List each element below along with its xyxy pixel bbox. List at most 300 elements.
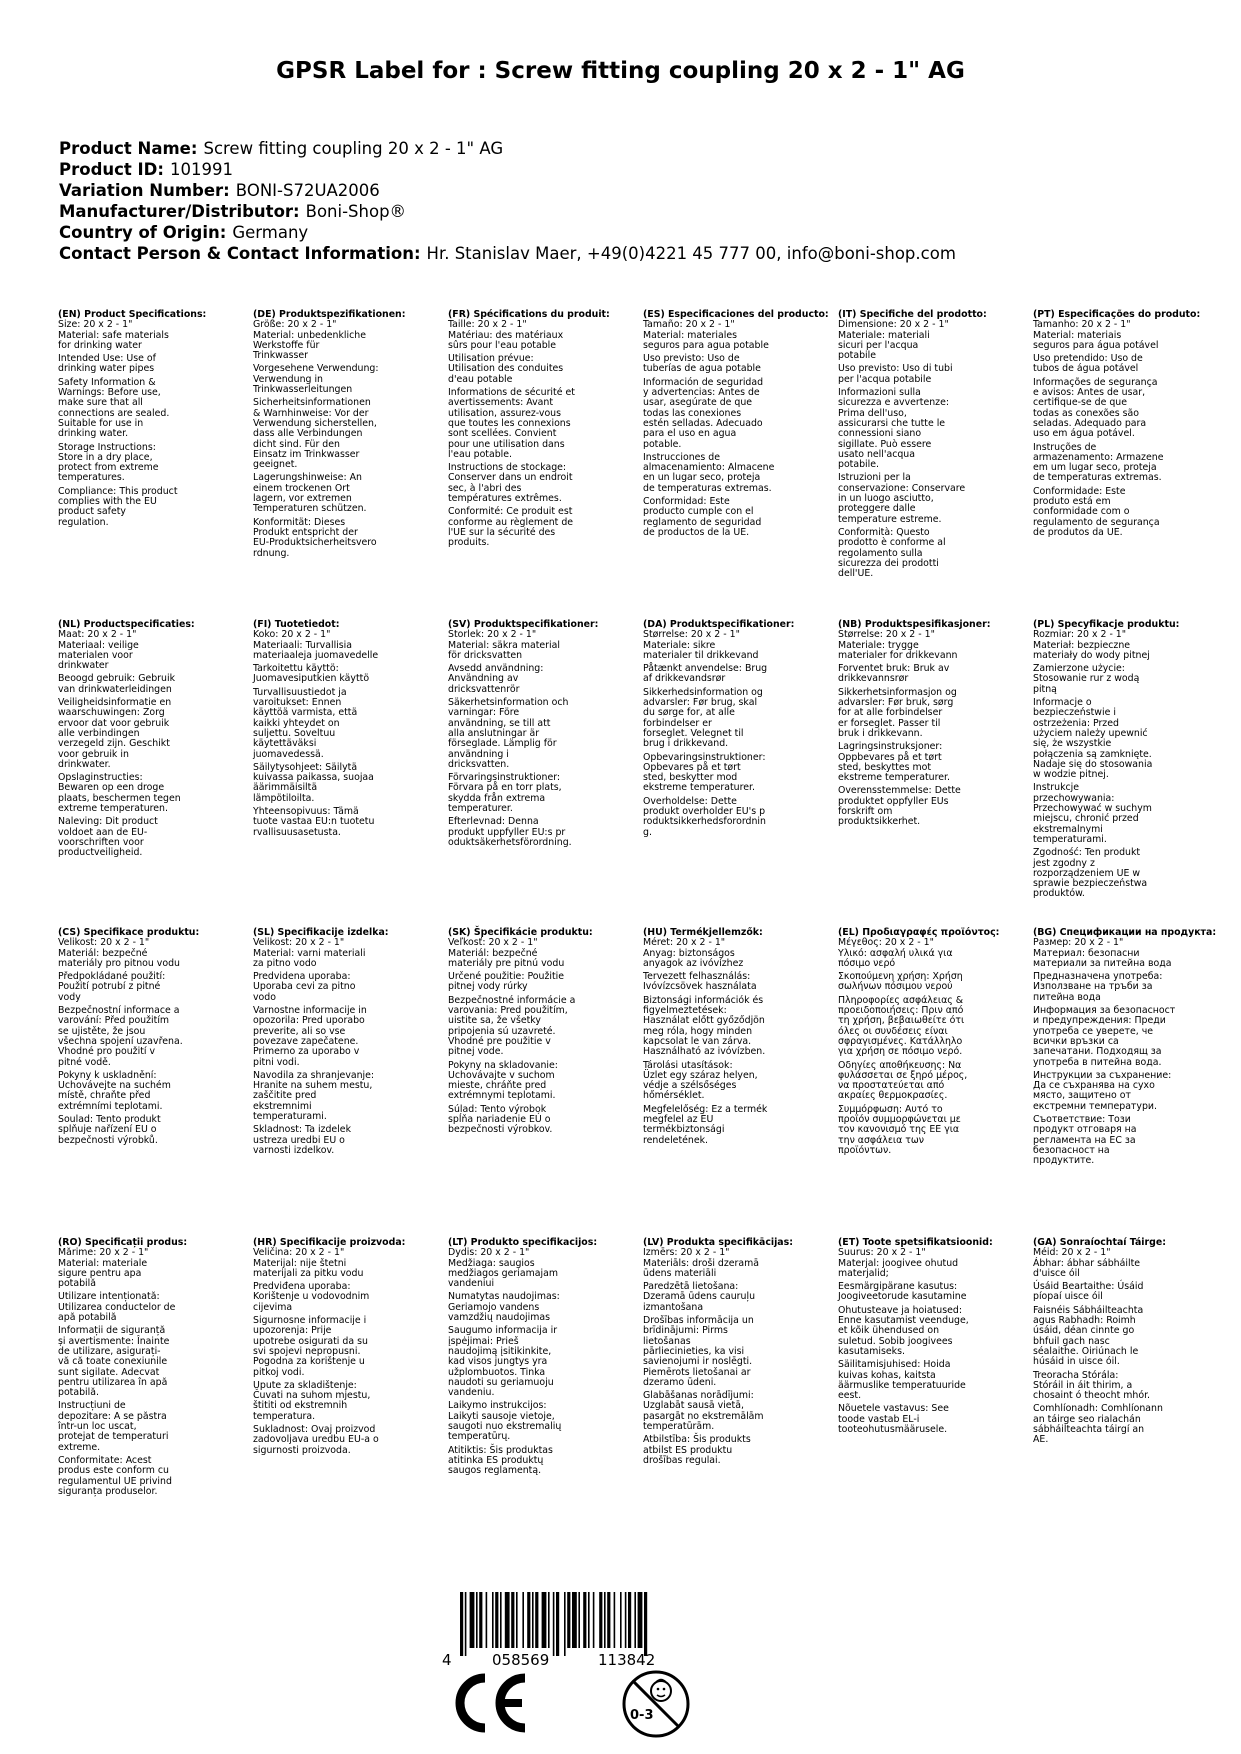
product-info-row — [59, 159, 956, 180]
spec-paragraph — [448, 331, 633, 352]
spec-line: rvallisuusasetusta. — [253, 826, 341, 838]
spec-paragraph — [448, 1105, 633, 1136]
spec-line: štititi od ekstremnih — [253, 1400, 348, 1412]
spec-block — [448, 1238, 633, 1480]
spec-line: Predvidena uporaba: — [253, 971, 351, 983]
spec-size: Size: 20 x 2 - 1" — [58, 319, 133, 331]
spec-line: todas las conexiones — [643, 407, 742, 419]
spec-line: kuivassa paikassa, suojaa — [253, 772, 374, 784]
spec-paragraph — [253, 688, 438, 760]
spec-paragraph — [58, 1292, 243, 1323]
spec-line: Conserver dans un endroit — [448, 472, 573, 484]
spec-line: voldoet aan de EU- — [58, 826, 148, 838]
spec-line: húsáid in uisce óil. — [1033, 1356, 1120, 1368]
spec-line: προϊόν συμμορφώνεται με — [838, 1114, 961, 1126]
spec-size: Tamaño: 20 x 2 - 1" — [643, 319, 735, 331]
spec-line: Üzlet egy száraz helyen, — [643, 1069, 758, 1081]
spec-size: Rozmiar: 20 x 2 - 1" — [1033, 629, 1127, 641]
spec-line: pitné vodě. — [58, 1056, 111, 1068]
spec-line: brug i drikkevand. — [643, 738, 729, 750]
spec-line: atitinka ES produktų — [448, 1454, 544, 1466]
product-info-value: Germany — [232, 223, 309, 242]
spec-size: Velikost: 20 x 2 - 1" — [58, 937, 150, 949]
spec-line: Material: safe materials — [58, 329, 169, 341]
spec-block — [253, 1238, 438, 1459]
product-info-value: Boni-Shop® — [305, 202, 407, 221]
spec-heading: (NL) Productspecificaties: — [58, 619, 195, 630]
spec-line: uso em água potável. — [1033, 428, 1135, 440]
spec-line: Conformidad: Este — [643, 496, 730, 508]
spec-paragraph — [448, 698, 633, 770]
spec-paragraph — [643, 996, 828, 1058]
spec-line: sted, beskyttes mot — [838, 761, 932, 773]
spec-paragraph — [58, 773, 243, 814]
page-title: GPSR Label for : Screw fitting coupling 20 x 2 - 1" AG — [276, 58, 965, 84]
spec-line: utilisation, assurez-vous — [448, 407, 562, 419]
barcode-bar — [500, 1592, 502, 1648]
spec-line: produto está em — [1033, 496, 1111, 508]
spec-line: την ασφάλεια των — [838, 1134, 924, 1146]
spec-line: pitnej vody rúrky — [448, 981, 528, 993]
spec-paragraph — [58, 698, 243, 770]
spec-line: Verwendung sicherstellen, — [253, 417, 377, 429]
spec-line: användning, se till att — [448, 717, 551, 729]
spec-line: регламента на ЕС за — [1033, 1134, 1136, 1146]
spec-line: ekstremnimi — [253, 1100, 312, 1112]
spec-paragraph — [838, 742, 1023, 783]
spec-line: temperature estreme. — [838, 513, 942, 525]
spec-line: alle verbindingen — [58, 727, 140, 739]
product-info-row — [59, 180, 956, 201]
spec-paragraph — [643, 497, 828, 538]
spec-heading: (SK) Špecifikácie produktu: — [448, 927, 593, 938]
spec-line: Säilitamisjuhised: Hoida — [838, 1359, 951, 1371]
spec-paragraph — [448, 817, 633, 848]
spec-paragraph — [643, 331, 828, 352]
spec-paragraph — [838, 949, 1023, 970]
spec-line: Pokyny na skladovanie: — [448, 1059, 558, 1071]
barcode-bar — [495, 1592, 498, 1648]
spec-line: Materiale: sikre — [643, 639, 716, 651]
product-info — [59, 138, 956, 264]
spec-paragraph — [448, 641, 633, 662]
spec-size: Tamanho: 20 x 2 - 1" — [1033, 319, 1131, 331]
spec-paragraph — [643, 1391, 828, 1432]
spec-line: Treoracha Stórála: — [1033, 1369, 1119, 1381]
spec-paragraph — [838, 996, 1023, 1058]
spec-paragraph — [58, 487, 243, 528]
spec-paragraph — [448, 388, 633, 460]
spec-line: Trinkwasser — [253, 350, 308, 362]
spec-line: toode vastab EL-i — [838, 1413, 920, 1425]
spec-line: Warnings: Before use, — [58, 387, 161, 399]
not-for-children-icon — [620, 1668, 692, 1740]
spec-line: producto cumple con el — [643, 506, 754, 518]
spec-line: za pitno vodo — [253, 957, 317, 969]
spec-line: Stosowanie rur z wodą — [1033, 673, 1140, 685]
spec-line: estén selladas. Adecuado — [643, 417, 763, 429]
spec-line: запечатани. Подходящ за — [1033, 1046, 1162, 1058]
spec-paragraph — [643, 949, 828, 970]
spec-line: bezpieczeństwie i — [1033, 707, 1116, 719]
spec-line: Vhodné pro použití v — [58, 1046, 156, 1058]
spec-line: anyagok az ivóvízhez — [643, 957, 744, 969]
barcode-bar — [486, 1592, 488, 1648]
spec-block — [1033, 1238, 1218, 1449]
spec-line: bezpečnosti výrobkov. — [448, 1124, 553, 1136]
spec-line: Materiál: bezpečné — [448, 947, 538, 959]
spec-line: bhfuil gach nasc — [1033, 1335, 1110, 1347]
spec-line: ustreza uredbi EU o — [253, 1134, 345, 1146]
spec-line: Lagringsinstruksjoner: — [838, 741, 943, 753]
spec-paragraph — [448, 996, 633, 1058]
spec-line: Hranite na suhem mestu, — [253, 1080, 373, 1092]
product-info-value: 101991 — [169, 160, 233, 179]
spec-line: Bewaren op een droge — [58, 782, 165, 794]
spec-line: употреба в питейна вода. — [1033, 1056, 1162, 1068]
spec-line: Veiligheidsinformatie en — [58, 697, 172, 709]
barcode-bar — [593, 1592, 595, 1648]
spec-line: tubos de água potável — [1033, 363, 1139, 375]
spec-paragraph — [1033, 1306, 1218, 1368]
spec-paragraph — [448, 1401, 633, 1442]
spec-line: Informations de sécurité et — [448, 387, 575, 399]
spec-paragraph — [838, 641, 1023, 662]
spec-paragraph — [1033, 487, 1218, 538]
spec-line: atbilst ES produktu — [643, 1444, 733, 1456]
spec-block — [253, 310, 438, 562]
spec-line: todas as conexões são — [1033, 407, 1140, 419]
spec-line: usar, asegúrate de que — [643, 397, 753, 409]
spec-line: de utilizare, asigurați- — [58, 1345, 161, 1357]
spec-paragraph — [58, 1259, 243, 1290]
spec-line: sigure pentru apa — [58, 1267, 142, 1279]
barcode-bar — [634, 1592, 636, 1648]
spec-line: van drinkwaterleidingen — [58, 683, 172, 695]
spec-line: dicht sind. Für den — [253, 438, 340, 450]
spec-paragraph — [1033, 641, 1218, 662]
spec-line: Faisnéis Sábháilteachta — [1033, 1304, 1144, 1316]
spec-line: Materiāls: droši dzeramā — [643, 1257, 760, 1269]
spec-line: Да се съхранява на сухо — [1033, 1080, 1155, 1092]
spec-line: połączenia są zamknięte. — [1033, 748, 1152, 760]
spec-line: varningar: Före — [448, 707, 520, 719]
spec-line: EU-Produktsicherheitsvero — [253, 537, 377, 549]
spec-size: Suurus: 20 x 2 - 1" — [838, 1247, 926, 1259]
spec-line: suljettu. Soveltuu — [253, 727, 336, 739]
spec-line: potable. — [643, 438, 682, 450]
spec-line: hőmérséklet. — [643, 1090, 705, 1102]
spec-paragraph — [448, 1326, 633, 1398]
spec-heading: (LT) Produkto specifikacijos: — [448, 1237, 598, 1248]
spec-heading: (DA) Produktspecifikationer: — [643, 619, 795, 630]
spec-line: Material: materiales — [643, 329, 738, 341]
spec-paragraph — [1033, 1404, 1218, 1445]
spec-line: pitnej vode. — [448, 1046, 504, 1058]
spec-line: apă potabilă — [58, 1312, 117, 1324]
spec-line: sec, à l'abri des — [448, 482, 522, 494]
spec-line: Vhodné pre použitie v — [448, 1035, 551, 1047]
spec-line: seguros para água potável — [1033, 339, 1159, 351]
product-info-row — [59, 243, 956, 264]
spec-line: Einsatz im Trinkwasser — [253, 448, 360, 460]
spec-line: de temperaturas extremas. — [643, 482, 772, 494]
spec-line: usato nell'acqua — [838, 448, 915, 460]
spec-line: Opbevaringsinstruktioner: — [643, 751, 766, 763]
spec-line: Pokyny k uskladnění: — [58, 1069, 157, 1081]
spec-line: protect from extreme — [58, 462, 159, 474]
spec-line: användning i — [448, 748, 509, 760]
spec-size: Izmērs: 20 x 2 - 1" — [643, 1247, 730, 1259]
spec-line: d'uisce óil — [1033, 1267, 1080, 1279]
spec-heading: (IT) Specifiche del prodotto: — [838, 309, 987, 320]
spec-line: Enne kasutamist veenduge, — [838, 1315, 969, 1327]
spec-line: vody — [58, 991, 81, 1003]
spec-line: Materiale: materiali — [838, 329, 930, 341]
spec-line: Úsáid Beartaithe: Úsáid — [1033, 1281, 1144, 1293]
spec-line: uistite sa, že všetky — [448, 1015, 541, 1027]
spec-line: advarsler: Før brug, skal — [643, 697, 758, 709]
spec-line: materijali za pitku vodu — [253, 1267, 364, 1279]
spec-line: er forseglet. Passer til — [838, 717, 941, 729]
barcode-bar — [607, 1592, 610, 1648]
spec-line: Upute za skladištenje: — [253, 1379, 357, 1391]
spec-line: du sørge for, at alle — [643, 707, 735, 719]
spec-line: Produkt entspricht der — [253, 526, 358, 538]
spec-line: zadovoljava uredbu EU-a o — [253, 1434, 379, 1446]
spec-line: Soulad: Tento produkt — [58, 1114, 161, 1126]
spec-line: Uso previsto: Uso di tubi — [838, 363, 953, 375]
spec-line: ostrzeżenia: Przed — [1033, 717, 1119, 729]
spec-line: Säilytysohjeet: Säilytä — [253, 761, 358, 773]
spec-line: всички връзки са — [1033, 1035, 1119, 1047]
spec-line: voorschriften voor — [58, 836, 144, 848]
product-info-label: Variation Number: — [59, 181, 230, 200]
spec-line: températures extrêmes. — [448, 493, 562, 505]
spec-line: drikkevannsrør — [838, 673, 909, 685]
spec-line: pripojenia sú uzavreté. — [448, 1025, 556, 1037]
spec-line: Piemērots lietošanai ar — [643, 1366, 751, 1378]
spec-paragraph — [58, 972, 243, 1003]
spec-block — [643, 928, 828, 1149]
spec-line: τον κανονισμό της ΕΕ για — [838, 1124, 960, 1136]
spec-line: užplombuotos. Tinka — [448, 1366, 546, 1378]
spec-size: Dimensione: 20 x 2 - 1" — [838, 319, 949, 331]
spec-heading: (HR) Specifikacije proizvoda: — [253, 1237, 406, 1248]
spec-line: armazenamento: Armazene — [1033, 451, 1164, 463]
spec-line: sont scellées. Convient — [448, 428, 557, 440]
barcode-bar — [479, 1592, 482, 1648]
spec-paragraph — [1033, 783, 1218, 845]
spec-block — [58, 928, 243, 1149]
spec-line: materiály pro pitnou vodu — [58, 957, 180, 969]
spec-line: drinking water pipes — [58, 363, 155, 375]
product-info-label: Contact Person & Contact Information: — [59, 244, 421, 263]
spec-line: käyttöä varmista, että — [253, 707, 358, 719]
spec-size: Storlek: 20 x 2 - 1" — [448, 629, 537, 641]
spec-line: Instrucciones de — [643, 451, 721, 463]
spec-paragraph — [253, 398, 438, 470]
spec-line: reglamento de seguridad — [643, 516, 762, 528]
spec-line: Atbilstība: Šis produkts — [643, 1434, 751, 1446]
spec-paragraph — [643, 453, 828, 494]
spec-line: материали за питейна вода — [1033, 957, 1172, 969]
spec-block — [58, 310, 243, 531]
spec-size: Veľkosť: 20 x 2 - 1" — [448, 937, 538, 949]
spec-paragraph — [1033, 1259, 1218, 1280]
spec-line: oduktsäkerhetsförordning. — [448, 836, 572, 848]
barcode-bar — [516, 1592, 518, 1648]
spec-line: temperatūrām. — [643, 1421, 715, 1433]
spec-line: suletud. Sobib joogivees — [838, 1335, 953, 1347]
ce-mark-icon — [452, 1672, 530, 1734]
spec-line: de productos de la UE. — [643, 526, 750, 538]
spec-line: kaikki yhteydet on — [253, 717, 340, 729]
spec-line: Megfelelőség: Ez a termék — [643, 1103, 768, 1115]
barcode-bar — [505, 1592, 510, 1648]
spec-line: de produtos da UE. — [1033, 526, 1123, 538]
spec-line: temperaturer. — [448, 803, 513, 815]
spec-line: продукт отговаря на — [1033, 1124, 1137, 1136]
spec-line: Pogodna za korištenje u — [253, 1356, 365, 1368]
spec-line: φυλάσσεται σε ξηρό μέρος, — [838, 1069, 968, 1081]
spec-line: medžiagos geriamajam — [448, 1267, 558, 1279]
spec-paragraph — [838, 786, 1023, 827]
spec-line: drinking water. — [58, 428, 129, 440]
barcode-bar — [564, 1592, 566, 1656]
spec-size: Koko: 20 x 2 - 1" — [253, 629, 331, 641]
spec-line: advarsler: Før bruk, sørg — [838, 697, 954, 709]
spec-line: úsáid, déan cinnte go — [1033, 1325, 1135, 1337]
spec-line: Használat előtt győződjön — [643, 1015, 765, 1027]
spec-line: varoitukset: Ennen — [253, 697, 342, 709]
spec-paragraph — [1033, 972, 1218, 1003]
spec-heading: (HU) Termékjellemzők: — [643, 927, 763, 938]
spec-line: Intended Use: Use of — [58, 353, 156, 365]
spec-line: connections are sealed. — [58, 407, 170, 419]
barcode-bar — [470, 1592, 475, 1648]
spec-line: pour une utilisation dans — [448, 438, 565, 450]
spec-line: roduktsikkerhedsforordnin — [643, 816, 766, 828]
spec-line: materialen voor — [58, 649, 133, 661]
spec-paragraph — [838, 364, 1023, 385]
spec-line: Lagerungshinweise: An — [253, 472, 362, 484]
spec-line: ακραίες θερμοκρασίες. — [838, 1090, 948, 1102]
spec-line: temperaturami. — [253, 1111, 327, 1123]
spec-block — [58, 1238, 243, 1500]
spec-line: para el uso en agua — [643, 428, 737, 440]
spec-paragraph — [838, 1259, 1023, 1280]
spec-paragraph — [838, 1105, 1023, 1156]
spec-line: preverite, ali so vse — [253, 1025, 346, 1037]
spec-block — [838, 1238, 1023, 1438]
spec-line: y advertencias: Antes de — [643, 387, 760, 399]
spec-line: într-un loc uscat, — [58, 1421, 137, 1433]
spec-line: connessioni siano — [838, 428, 922, 440]
spec-line: materjalid; — [838, 1267, 889, 1279]
spec-line: tuberías de agua potable — [643, 363, 761, 375]
spec-line: brīdinājumi: Pirms — [643, 1325, 728, 1337]
spec-line: Korištenje u vodovodnim — [253, 1291, 370, 1303]
spec-line: för dricksvatten — [448, 649, 523, 661]
spec-paragraph — [448, 1292, 633, 1323]
spec-line: äärimmäisiltä — [253, 782, 318, 794]
spec-line: opozorila: Pred uporabo — [253, 1015, 365, 1027]
spec-line: Tarkoitettu käyttö: — [253, 663, 339, 675]
spec-line: termékbiztonsági — [643, 1124, 725, 1136]
spec-line: e avisos: Antes de usar, — [1033, 387, 1146, 399]
barcode-bar — [460, 1592, 463, 1656]
spec-line: produktet oppfyller EUs — [838, 795, 949, 807]
spec-line: Uporaba cevi za pitno — [253, 981, 356, 993]
spec-line: Storage Instructions: — [58, 441, 156, 453]
barcode-bar — [644, 1592, 647, 1656]
spec-paragraph — [253, 331, 438, 362]
spec-line: forbindelser er — [643, 717, 712, 729]
product-info-label: Product Name: — [59, 139, 198, 158]
spec-line: Oppbevares på et tørt — [838, 751, 942, 763]
spec-line: Συμμόρφωση: Αυτό το — [838, 1103, 943, 1115]
spec-line: plaats, beschermen tegen — [58, 792, 181, 804]
spec-paragraph — [58, 443, 243, 484]
spec-paragraph — [253, 641, 438, 662]
spec-line: Sikkerhetsinformasjon og — [838, 686, 957, 698]
spec-block — [643, 310, 828, 541]
spec-line: Conformité: Ce produit est — [448, 506, 573, 518]
spec-line: Glabāšanas norādījumi: — [643, 1390, 754, 1402]
spec-paragraph — [643, 688, 828, 750]
spec-line: Materiaal: veilige — [58, 639, 139, 651]
spec-line: Materiaali: Turvallisia — [253, 639, 353, 651]
spec-line: make sure that all — [58, 397, 143, 409]
spec-paragraph — [1033, 949, 1218, 970]
spec-line: förseglade. Lämplig för — [448, 738, 557, 750]
spec-line: materialer til drikkevand — [643, 649, 759, 661]
spec-line: pitni vodi. — [253, 1056, 300, 1068]
spec-line: Förvaringsinstruktioner: — [448, 772, 561, 784]
spec-line: όλες οι συνδέσεις είναι — [838, 1025, 948, 1037]
product-info-row — [59, 138, 956, 159]
spec-size: Размер: 20 x 2 - 1" — [1033, 937, 1124, 949]
spec-line: naudojimą įsitikinkite, — [448, 1345, 552, 1357]
spec-line: zaščitite pred — [253, 1090, 317, 1102]
spec-heading: (GA) Sonraíochtaí Táirge: — [1033, 1237, 1166, 1248]
spec-line: Materijal: nije štetni — [253, 1257, 347, 1269]
spec-size: Størrelse: 20 x 2 - 1" — [643, 629, 740, 641]
product-info-row — [59, 201, 956, 222]
spec-line: dzeramo ūdeni. — [643, 1376, 717, 1388]
spec-line: Material: varni materiali — [253, 947, 366, 959]
spec-line: conformidade com o — [1033, 506, 1130, 518]
spec-line: и предупреждения: Преди — [1033, 1015, 1166, 1027]
spec-block — [58, 620, 243, 862]
spec-line: bezpečnosti výrobků. — [58, 1134, 158, 1146]
spec-heading: (ET) Toote spetsifikatsioonid: — [838, 1237, 993, 1248]
spec-line: Conformitate: Acest — [58, 1454, 152, 1466]
spec-line: g. — [643, 826, 652, 838]
spec-line: pārliecinieties, ka visi — [643, 1345, 745, 1357]
spec-line: Instruções de — [1033, 441, 1097, 453]
spec-paragraph — [643, 753, 828, 794]
spec-line: drošības regulai. — [643, 1454, 721, 1466]
spec-paragraph — [58, 949, 243, 970]
spec-line: mieste, chráňte pred — [448, 1080, 547, 1092]
spec-heading: (SL) Specifikacije izdelka: — [253, 927, 389, 938]
spec-paragraph — [643, 354, 828, 375]
spec-line: produktsikkerhet. — [838, 816, 921, 828]
spec-line: produktów. — [1033, 888, 1085, 900]
spec-line: extreme. — [58, 1441, 101, 1453]
